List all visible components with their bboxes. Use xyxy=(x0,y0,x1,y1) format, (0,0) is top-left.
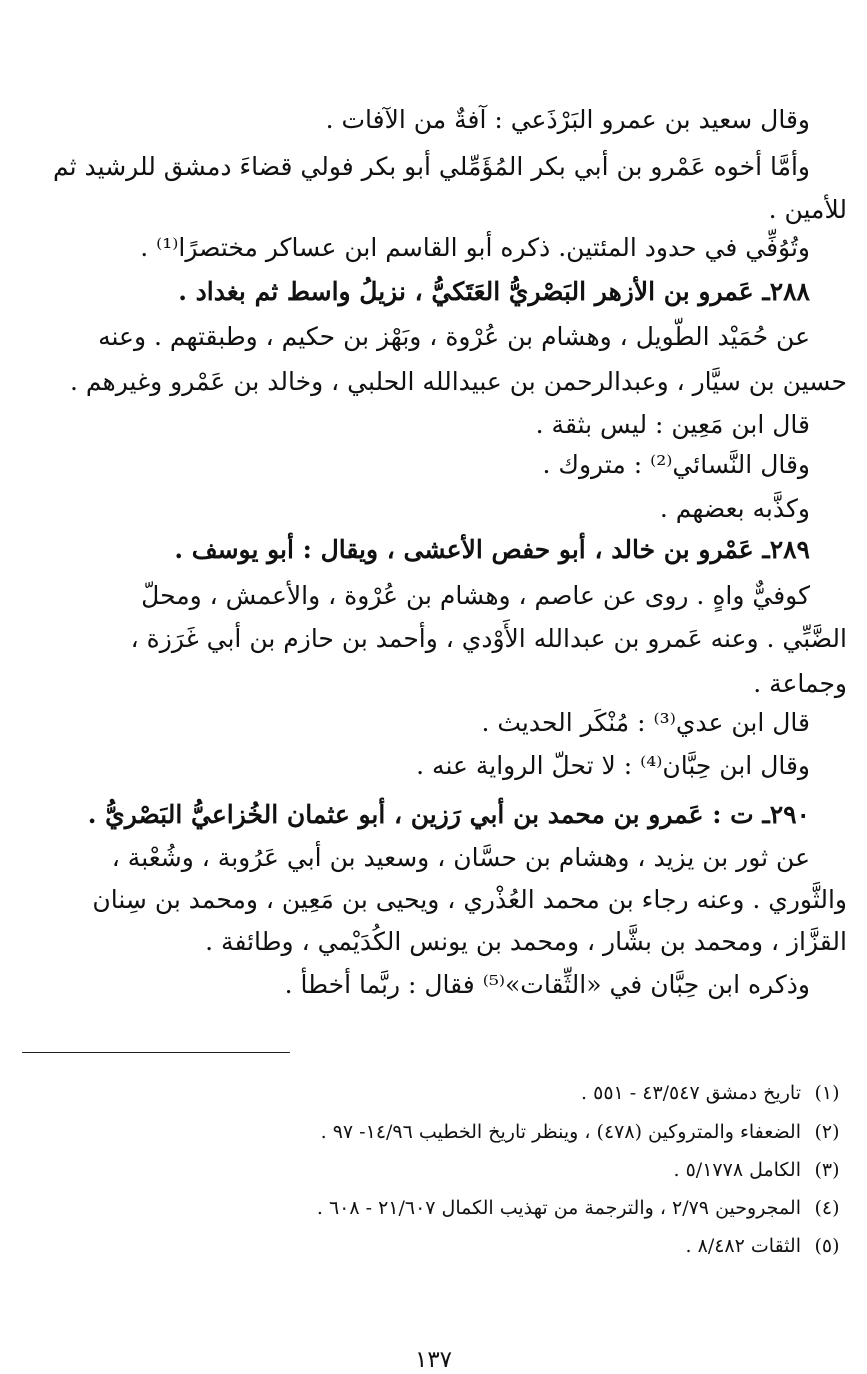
footnote-number: (٢) xyxy=(814,1121,840,1143)
footnote xyxy=(22,1078,847,1108)
footnote-text: الثقات ٨/٤٨٢ . xyxy=(685,1235,801,1257)
footnote-number: (٤) xyxy=(814,1197,840,1219)
text-line: قال ابن مَعِين : ليس بثقة . xyxy=(535,410,810,439)
text-line: وقال سعيد بن عمرو البَرْذَعي : آفةٌ من الآفات . xyxy=(325,105,810,134)
text-line: كوفيٌّ واهٍ . روى عن عاصم ، وهشام بن عُرْوة ، والأعمش ، ومحلّ xyxy=(141,581,810,610)
footnote-number: (١) xyxy=(814,1082,840,1104)
footnote-text: الضعفاء والمتروكين (٤٧٨) ، وينظر تاريخ الخطيب ١٤/٩٦- ٩٧ . xyxy=(320,1121,801,1143)
text-line: عن حُمَيْد الطَّويل ، وهشام بن عُرْوة ، وبَهْز بن حكيم ، وطبقتهم . وعنه xyxy=(98,322,810,351)
footnote xyxy=(22,1231,847,1261)
text-line: للأمين . xyxy=(768,195,847,224)
text-line: وكذَّبه بعضهم . xyxy=(659,494,810,523)
text-line: وذكره ابن حِبَّان في «الثِّقات»⁽⁵⁾ فقال : ربَّما أخطأ . xyxy=(284,970,810,999)
footnote xyxy=(22,1155,847,1185)
footnote-text: المجروحين ٢/٧٩ ، والترجمة من تهذيب الكمال ٢١/٦٠٧ - ٦٠٨ . xyxy=(316,1197,801,1219)
entry-heading: ٢٩٠ـ ت : عَمرو بن محمد بن أبي رَزين ، أبو عثمان الخُزاعيُّ البَصْريُّ . xyxy=(87,800,810,829)
page-number: ١٣٧ xyxy=(414,1347,453,1373)
text-line: وأمَّا أخوه عَمْرو بن أبي بكر المُؤَمِّلي أبو بكر فولي قضاءَ دمشق للرشيد ثم xyxy=(53,152,810,181)
text-line: الضَّبِّي . وعنه عَمرو بن عبدالله الأَوْدي ، وأحمد بن حازم بن أبي غَرَزة ، xyxy=(130,624,847,653)
entry-heading: ٢٨٨ـ عَمرو بن الأزهر البَصْريُّ العَتَكيُّ ، نزيلُ واسط ثم بغداد . xyxy=(178,277,810,306)
text-line: وجماعة . xyxy=(753,669,847,698)
footnote-text: الكامل ٥/١٧٧٨ . xyxy=(673,1159,801,1181)
text-line: قال ابن عدي⁽³⁾ : مُنْكَر الحديث . xyxy=(481,708,810,737)
text-line: وتُوُفِّي في حدود المئتين. ذكره أبو القاسم ابن عساكر مختصرًا⁽¹⁾ . xyxy=(140,233,810,262)
footnote-number: (٣) xyxy=(814,1159,840,1181)
text-line: وقال ابن حِبَّان⁽⁴⁾ : لا تحلّ الرواية عنه . xyxy=(416,751,810,780)
footnote-divider xyxy=(22,1052,290,1053)
footnote-text: تاريخ دمشق ٤٣/٥٤٧ - ٥٥١ . xyxy=(581,1082,801,1104)
text-line: والثَّوري . وعنه رجاء بن محمد العُذْري ، ويحيى بن مَعِين ، ومحمد بن سِنان xyxy=(92,885,847,914)
footnote xyxy=(22,1193,847,1223)
footnote-number: (٥) xyxy=(814,1235,840,1257)
text-line: القزَّاز ، ومحمد بن بشَّار ، ومحمد بن يونس الكُدَيْمي ، وطائفة . xyxy=(205,927,847,956)
text-line: حسين بن سيَّار ، وعبدالرحمن بن عبيدالله الحلبي ، وخالد بن عَمْرو وغيرهم . xyxy=(70,367,847,396)
entry-heading: ٢٨٩ـ عَمْرو بن خالد ، أبو حفص الأعشى ، ويقال : أبو يوسف . xyxy=(174,535,810,564)
text-line: وقال النَّسائي⁽²⁾ : متروك . xyxy=(542,450,810,479)
text-line: عن ثور بن يزيد ، وهشام بن حسَّان ، وسعيد بن أبي عَرُوبة ، وشُعْبة ، xyxy=(111,843,810,872)
footnote xyxy=(22,1117,847,1147)
